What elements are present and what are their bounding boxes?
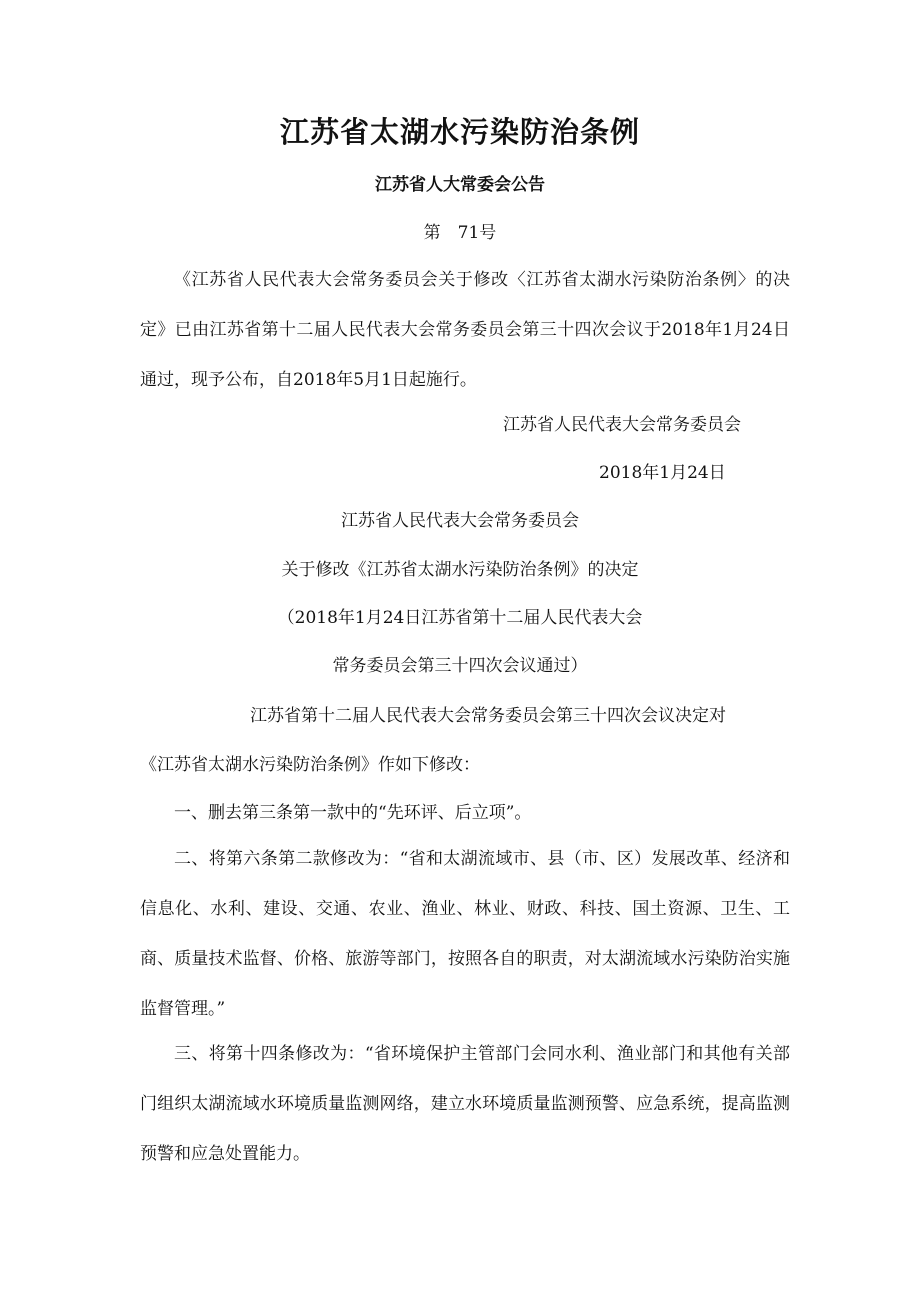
decision-intro-line2: 《江苏省太湖水污染防治条例》作如下修改： xyxy=(140,755,480,775)
announcement-body: 《江苏省人民代表大会常务委员会关于修改〈江苏省太湖水污染防治条例〉的决定》已由江苏省第十二届人民代表大会常务委员会第三十四次会议于2018年1月24日通过，现予公布，自2018年5月1日起施行。 xyxy=(140,270,790,390)
sign-date: 2018年1月24日 xyxy=(599,463,726,483)
announcement-heading: 江苏省人大常委会公告 xyxy=(375,175,545,195)
document-title: 江苏省太湖水污染防治条例 xyxy=(279,115,640,149)
amendment-item-3: 三、将第十四条修改为：“省环境保护主管部门会同水利、渔业部门和其他有关部门组织太湖流域水环境质量监测网络，建立水环境质量监测预警、应急系统，提高监测预警和应急处置能力。 xyxy=(140,1044,790,1164)
amendment-item-1: 一、删去第三条第一款中的“先环评、后立项”。 xyxy=(174,803,532,823)
amendment-item-2: 二、将第六条第二款修改为：“省和太湖流域市、县（市、区）发展改革、经济和信息化、水利、建设、交通、农业、渔业、林业、财政、科技、国土资源、卫生、工商、质量技术监督、价格、旅游等部门，按照各自的职责，对太湖流域水污染防治实施监督管理。” xyxy=(140,849,790,1019)
decision-note-line1: （2018年1月24日江苏省第十二届人民代表大会 xyxy=(277,608,643,628)
decision-note-line2: 常务委员会第三十四次会议通过） xyxy=(332,656,588,676)
decision-title: 关于修改《江苏省太湖水污染防治条例》的决定 xyxy=(281,560,639,580)
decision-issuer: 江苏省人民代表大会常务委员会 xyxy=(341,511,579,531)
signatory: 江苏省人民代表大会常务委员会 xyxy=(503,415,741,435)
decision-intro-line1: 江苏省第十二届人民代表大会常务委员会第三十四次会议决定对 xyxy=(250,706,726,726)
announcement-number: 第 71号 xyxy=(423,223,497,243)
